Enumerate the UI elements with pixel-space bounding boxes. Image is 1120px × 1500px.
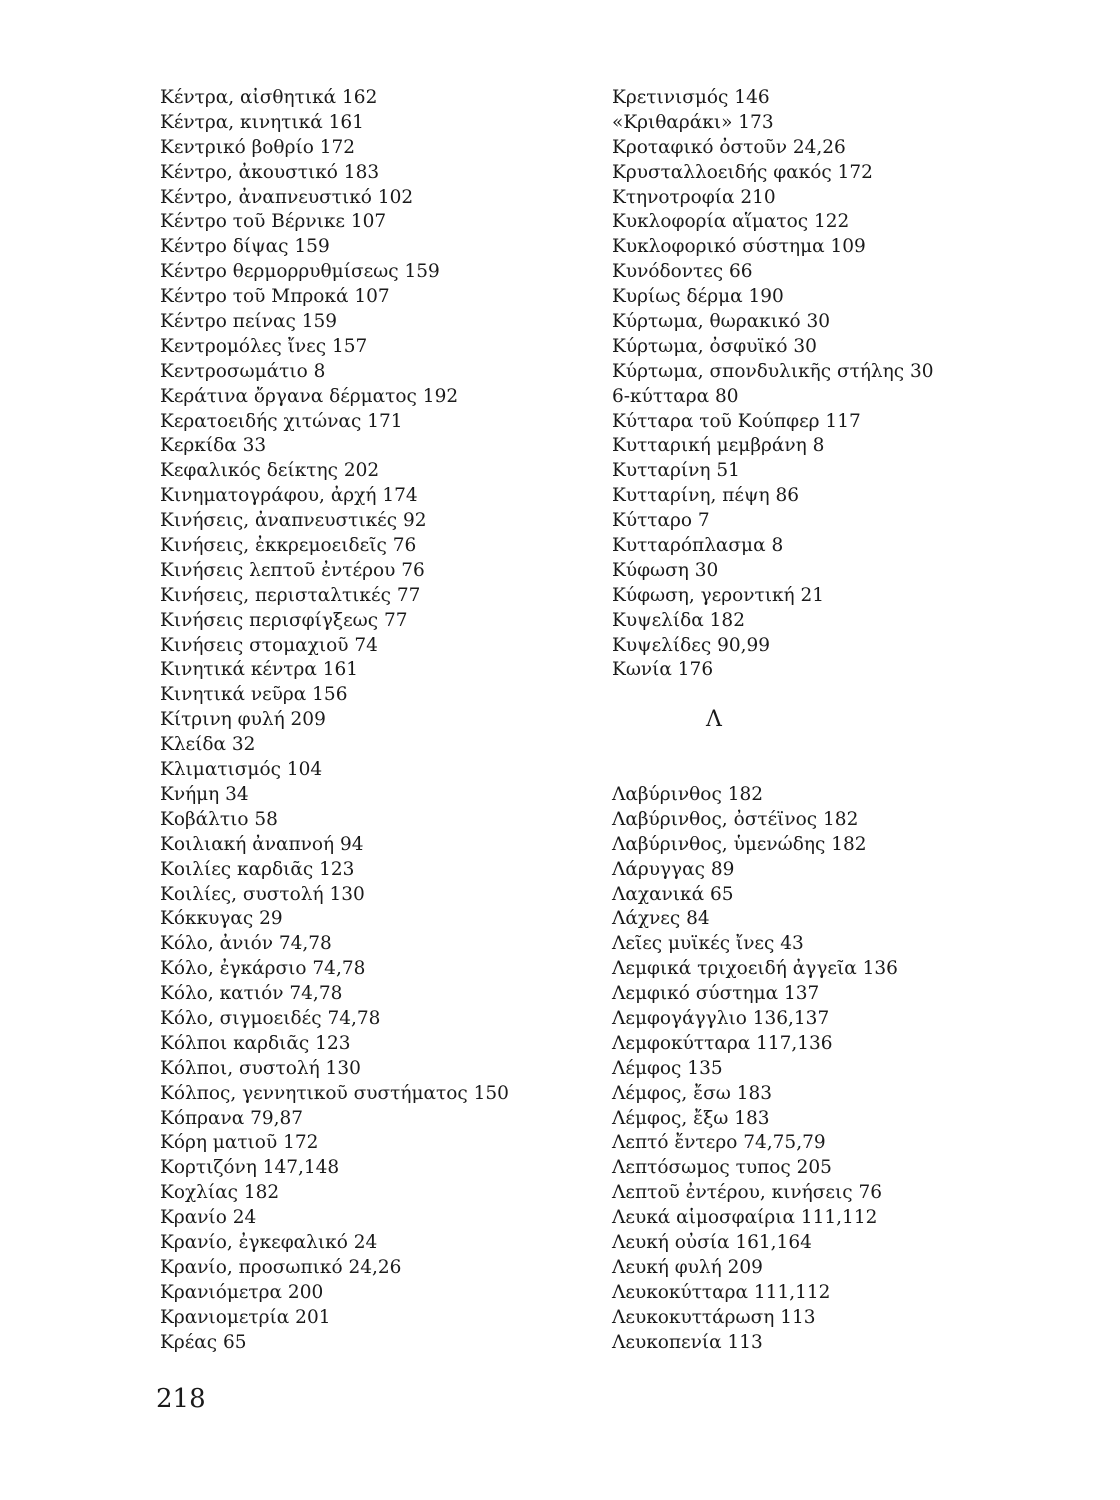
index-entry: Λαβύρινθος, ὑμενώδης 182 [612, 833, 867, 855]
l-entries [612, 783, 1032, 1355]
index-entry: Κέντρο τοῦ Μπροκά 107 [160, 286, 390, 308]
index-entry: Λέμφος, ἔσω 183 [612, 1082, 773, 1104]
index-column-right [612, 86, 1032, 1355]
index-entry: 6-κύτταρα 80 [612, 385, 739, 407]
page-number: 218 [156, 1384, 206, 1414]
index-entry: Λευκά αἱμοσφαίρια 111,112 [612, 1207, 878, 1229]
index-entry: Κόπρανα 79,87 [160, 1107, 304, 1129]
index-entry: Κυκλοφορικό σύστημα 109 [612, 236, 866, 258]
index-entry: Λέμφος, ἔξω 183 [612, 1107, 770, 1129]
index-entry: Κρανιόμετρα 200 [160, 1281, 324, 1303]
index-entry: «Κριθαράκι» 173 [612, 111, 774, 133]
index-entry: Κυρίως δέρμα 190 [612, 286, 784, 308]
index-entry: Λαβύρινθος, ὀστέϊνος 182 [612, 808, 859, 830]
index-entry: Λεπτόσωμος τυπος 205 [612, 1157, 832, 1179]
index-entry: Κόλο, ἀνιόν 74,78 [160, 933, 332, 955]
index-entry: Κινήσεις στομαχιοῦ 74 [160, 634, 378, 656]
index-entry: Κύρτωμα, σπονδυλικῆς στήλης 30 [612, 360, 934, 382]
index-entry: Κινήσεις, περισταλτικές 77 [160, 584, 421, 606]
index-entry: Κέντρο πείνας 159 [160, 311, 338, 333]
index-entry: Κυτταρίνη 51 [612, 460, 740, 482]
index-entry: Κοιλίες καρδιᾶς 123 [160, 858, 355, 880]
index-entry: Λάχνες 84 [612, 908, 710, 930]
index-entry: Κλιματισμός 104 [160, 759, 323, 781]
index-entry: Κοχλίας 182 [160, 1182, 280, 1204]
index-entry: Λευκοπενία 113 [612, 1331, 763, 1353]
index-entry: Κεντροσωμάτιο 8 [160, 360, 326, 382]
index-entry: Κινηματογράφου, ἀρχή 174 [160, 485, 418, 507]
index-entry: Κόλπος, γεννητικοῦ συστήματος 150 [160, 1082, 509, 1104]
index-entry: Κέντρα, αἰσθητικά 162 [160, 87, 378, 108]
index-entry: Κύφωση, γεροντική 21 [612, 584, 825, 606]
index-entry: Λεμφικό σύστημα 137 [612, 983, 820, 1005]
section-letter-lambda: Λ [706, 707, 722, 733]
index-entry: Λαχανικά 65 [612, 883, 734, 905]
index-entry: Κυνόδοντες 66 [612, 261, 753, 283]
index-entry: Λεῖες μυϊκές ἴνες 43 [612, 933, 804, 955]
index-entry: Κόλποι καρδιᾶς 123 [160, 1032, 351, 1054]
index-entry: Κινητικά κέντρα 161 [160, 659, 359, 681]
index-entry: Κρυσταλλοειδής φακός 172 [612, 161, 873, 183]
index-entry: Κωνία 176 [612, 659, 714, 681]
index-entry: Κέντρα, κινητικά 161 [160, 111, 364, 133]
index-entry: Κύρτωμα, ὀσφυϊκό 30 [612, 335, 817, 357]
index-entry: Κρανιομετρία 201 [160, 1306, 331, 1328]
index-entry: Λέμφος 135 [612, 1057, 723, 1079]
index-entry: Κνήμη 34 [160, 783, 249, 805]
index-entry: Κεντρομόλες ἴνες 157 [160, 335, 368, 357]
index-entry: Λαβύρινθος 182 [612, 783, 763, 805]
index-entry: Κρετινισμός 146 [612, 87, 770, 108]
index-entry: Λεμφοκύτταρα 117,136 [612, 1032, 833, 1054]
index-entry: Κυτταρίνη, πέψη 86 [612, 485, 800, 507]
index-entry: Κύρτωμα, θωρακικό 30 [612, 311, 831, 333]
index-entry: Κτηνοτροφία 210 [612, 186, 776, 208]
index-entry: Κερκίδα 33 [160, 435, 267, 457]
index-entry: Κεντρικό βοθρίο 172 [160, 136, 356, 158]
index-entry: Κόλο, κατιόν 74,78 [160, 983, 343, 1005]
index-entry: Λάρυγγας 89 [612, 858, 735, 880]
index-entry: Κοιλίες, συστολή 130 [160, 883, 365, 905]
index-entry: Κλείδα 32 [160, 734, 256, 756]
index-entry: Λεμφογάγγλιο 136,137 [612, 1007, 830, 1029]
index-entry: Κυτταρική μεμβράνη 8 [612, 435, 825, 457]
index-entry: Κεράτινα ὄργανα δέρματος 192 [160, 385, 459, 407]
index-entry: Κρανίο, ἐγκεφαλικό 24 [160, 1231, 378, 1253]
index-entry: Κίτρινη φυλή 209 [160, 709, 326, 731]
index-entry: Κέντρο τοῦ Βέρνικε 107 [160, 211, 387, 233]
index-entry: Κεφαλικός δείκτης 202 [160, 460, 380, 482]
index-entry: Κέντρο, ἀναπνευστικό 102 [160, 186, 414, 208]
index-entry: Κινητικά νεῦρα 156 [160, 684, 348, 706]
index-entry: Κινήσεις λεπτοῦ ἐντέρου 76 [160, 559, 425, 581]
index-entry: Λευκή φυλή 209 [612, 1256, 763, 1278]
index-entry: Κυκλοφορία αἵματος 122 [612, 211, 850, 233]
index-entry: Κέντρο, ἀκουστικό 183 [160, 161, 380, 183]
index-entry: Λεπτοῦ ἐντέρου, κινήσεις 76 [612, 1182, 883, 1204]
index-entry: Κυψελίδες 90,99 [612, 634, 771, 656]
index-column-left [160, 86, 600, 1355]
index-entry: Κόλποι, συστολή 130 [160, 1057, 361, 1079]
index-entry: Λευκοκυττάρωση 113 [612, 1306, 816, 1328]
index-entry: Κύτταρο 7 [612, 510, 710, 532]
index-entry: Κόλο, ἐγκάρσιο 74,78 [160, 958, 366, 980]
index-entry: Κρανίο 24 [160, 1207, 257, 1229]
index-entry: Κοιλιακή ἀναπνοή 94 [160, 833, 364, 855]
index-entry: Κορτιζόνη 147,148 [160, 1157, 340, 1179]
index-entry: Κερατοειδής χιτώνας 171 [160, 410, 403, 432]
index-entry: Κυψελίδα 182 [612, 609, 745, 631]
index-entry: Κροταφικό ὀστοῦν 24,26 [612, 136, 846, 158]
index-entry: Κρέας 65 [160, 1331, 247, 1353]
index-entry: Λεπτό ἔντερο 74,75,79 [612, 1132, 826, 1154]
index-entry: Λευκή οὐσία 161,164 [612, 1231, 812, 1253]
index-entry: Κόκκυγας 29 [160, 908, 283, 930]
index-entry: Κρανίο, προσωπικό 24,26 [160, 1256, 402, 1278]
index-entry: Κόλο, σιγμοειδές 74,78 [160, 1007, 381, 1029]
index-entry: Λευκοκύτταρα 111,112 [612, 1281, 831, 1303]
index-entry: Κέντρο θερμορρυθμίσεως 159 [160, 261, 440, 283]
index-entry: Κινήσεις, ἀναπνευστικές 92 [160, 510, 427, 532]
index-entry: Κινήσεις περισφίγξεως 77 [160, 609, 408, 631]
index-entry: Κοβάλτιο 58 [160, 808, 278, 830]
index-entry: Κινήσεις, ἐκκρεμοειδεῖς 76 [160, 535, 417, 557]
index-entry: Κόρη ματιοῦ 172 [160, 1132, 319, 1154]
index-entry: Κυτταρόπλασμα 8 [612, 535, 784, 557]
k-entries [612, 86, 1032, 683]
index-entry: Κύτταρα τοῦ Κούπφερ 117 [612, 410, 861, 432]
index-entry: Κέντρο δίψας 159 [160, 236, 330, 258]
index-entry: Λεμφικά τριχοειδή ἀγγεῖα 136 [612, 958, 898, 980]
index-entry: Κύφωση 30 [612, 559, 719, 581]
